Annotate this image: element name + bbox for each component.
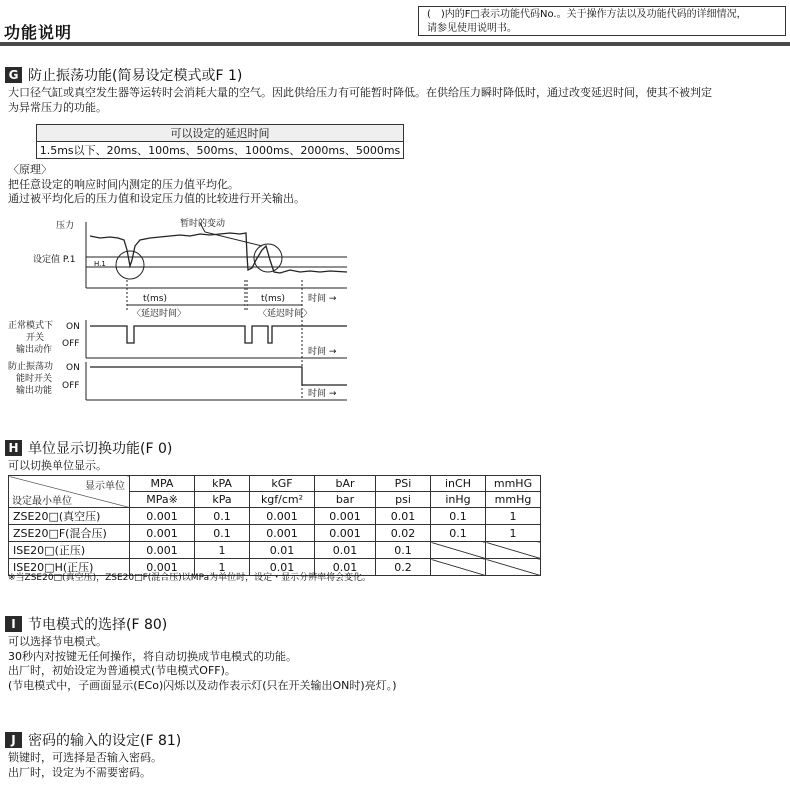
desc-line: 为异常压力的功能。 xyxy=(8,100,107,114)
setpoint-label: 设定值 P.1 xyxy=(33,255,76,265)
principle-line: 〈原理〉 xyxy=(8,163,52,176)
delay-table-values: 1.5ms以下、20ms、100ms、500ms、1000ms、2000ms、5000ms xyxy=(37,142,404,159)
section-badge: H xyxy=(5,440,22,456)
corner-bottom: 设定最小单位 xyxy=(12,495,72,507)
corner-top: 显示单位 xyxy=(85,480,125,492)
code-cell: PSi xyxy=(376,476,431,492)
body-line: 出厂时，初始设定为普通模式(节电模式OFF)。 xyxy=(8,664,236,678)
body-line: (节电模式中，子画面显示(ECo)闪烁以及动作表示灯(只在开关输出ON时)亮灯。) xyxy=(8,678,397,692)
value-cell: 0.001 xyxy=(130,559,195,576)
unit-cell: kgf/cm² xyxy=(250,492,315,508)
time-label: 时间 → xyxy=(308,389,337,399)
unit-cell: mmHg xyxy=(486,492,541,508)
value-cell: 0.1 xyxy=(376,542,431,559)
on-label: ON xyxy=(66,322,80,332)
section-i-body xyxy=(8,635,397,693)
section-badge: G xyxy=(5,67,22,83)
timing-diagram xyxy=(0,210,360,410)
unit-cell: psi xyxy=(376,492,431,508)
anti-mode-label: 防止振荡功 xyxy=(8,362,54,372)
body-line: 可以选择节电模式。 xyxy=(8,635,107,648)
normal-output-wave xyxy=(90,326,347,343)
na-cell xyxy=(431,542,486,559)
principle xyxy=(8,163,305,207)
value-cell: 0.01 xyxy=(315,559,376,576)
table-row xyxy=(9,542,541,559)
value-cell: 0.2 xyxy=(376,559,431,576)
row-label: ISE20□H(正压) xyxy=(9,559,130,576)
t-label: t(ms) xyxy=(143,294,168,304)
row-label: ISE20□(正压) xyxy=(9,542,130,559)
value-cell: 0.01 xyxy=(250,559,315,576)
delay-table-header: 可以设定的延迟时间 xyxy=(37,125,404,142)
value-cell: 0.1 xyxy=(431,525,486,542)
value-cell: 1 xyxy=(486,525,541,542)
anti-mode-label: 能时开关 xyxy=(16,374,53,384)
code-cell: kPA xyxy=(195,476,250,492)
delay-label: 〈延迟时间〉 xyxy=(132,309,187,319)
on-label: ON xyxy=(66,363,80,373)
note-line: ( )内的F□表示功能代码No.。关于操作方法以及功能代码的详细情况， xyxy=(427,9,747,20)
section-i-heading xyxy=(5,614,167,634)
normal-mode-label: 输出动作 xyxy=(16,345,53,355)
anti-mode-label: 输出功能 xyxy=(16,386,53,396)
temp-change-label: 暂时的变动 xyxy=(180,219,226,229)
anti-output-wave xyxy=(90,367,347,385)
value-cell: 1 xyxy=(486,508,541,525)
table-row xyxy=(9,508,541,525)
normal-mode-label: 正常模式下 xyxy=(8,321,54,331)
pressure-label: 压力 xyxy=(56,221,75,231)
value-cell: 0.01 xyxy=(376,508,431,525)
desc-line: 大口径气缸或真空发生器等运转时会消耗大量的空气。因此供给压力有可能暂时降低。在供给压力瞬时降低时，通过改变延迟时间，使其不被判定 xyxy=(8,86,712,99)
row-label: ZSE20□(真空压) xyxy=(9,508,130,525)
section-h-heading xyxy=(5,438,172,458)
code-cell: kGF xyxy=(250,476,315,492)
code-cell: MPA xyxy=(130,476,195,492)
normal-mode-label: 开关 xyxy=(26,333,45,343)
note-line: 请参见使用说明书。 xyxy=(427,23,517,34)
hys-label: H.1 xyxy=(94,260,106,268)
unit-table xyxy=(8,475,541,576)
section-j-heading xyxy=(5,730,181,750)
section-g-heading xyxy=(5,65,242,85)
title-rule xyxy=(0,42,790,46)
code-cell: mmHG xyxy=(486,476,541,492)
value-cell: 0.01 xyxy=(250,542,315,559)
section-h-desc: 可以切换单位显示。 xyxy=(8,459,107,472)
unit-cell: MPa※ xyxy=(130,492,195,508)
value-cell: 0.1 xyxy=(195,508,250,525)
value-cell: 0.001 xyxy=(250,525,315,542)
unit-cell: kPa xyxy=(195,492,250,508)
section-j-body xyxy=(8,751,162,780)
delay-table xyxy=(36,124,404,159)
section-title: 防止振荡功能(简易设定模式或F 1) xyxy=(28,68,243,84)
section-badge: J xyxy=(5,732,22,748)
principle-line: 通过被平均化后的压力值和设定压力值的比较进行开关输出。 xyxy=(8,192,305,206)
value-cell: 0.1 xyxy=(195,525,250,542)
table-row xyxy=(9,525,541,542)
corner-cell xyxy=(9,476,130,508)
page-title: 功能说明 xyxy=(4,23,73,42)
off-label: OFF xyxy=(62,339,80,349)
section-title: 节电模式的选择(F 80) xyxy=(28,617,168,633)
na-cell xyxy=(431,559,486,576)
off-label: OFF xyxy=(62,381,80,391)
value-cell: 0.001 xyxy=(130,542,195,559)
principle-line: 把任意设定的响应时间内测定的压力值平均化。 xyxy=(8,177,239,191)
time-label: 时间 → xyxy=(308,347,337,357)
footnote: ※当ZSE20□(真空压)，ZSE20□F(混合压)以MPa为单位时，设定・显示分辨率将会变化。 xyxy=(8,573,372,583)
code-cell: bAr xyxy=(315,476,376,492)
value-cell: 0.01 xyxy=(315,542,376,559)
section-badge: I xyxy=(5,616,22,632)
time-label: 时间 → xyxy=(308,294,337,304)
value-cell: 0.001 xyxy=(130,508,195,525)
na-cell xyxy=(486,542,541,559)
code-cell: inCH xyxy=(431,476,486,492)
row-label: ZSE20□F(混合压) xyxy=(9,525,130,542)
note-box xyxy=(418,6,786,36)
spike-circle xyxy=(254,244,282,272)
value-cell: 0.001 xyxy=(250,508,315,525)
value-cell: 0.001 xyxy=(315,525,376,542)
value-cell: 0.001 xyxy=(130,525,195,542)
value-cell: 0.001 xyxy=(315,508,376,525)
na-cell xyxy=(486,559,541,576)
value-cell: 1 xyxy=(195,559,250,576)
value-cell: 0.1 xyxy=(431,508,486,525)
body-line: 出厂时，设定为不需要密码。 xyxy=(8,765,151,779)
t-label: t(ms) xyxy=(261,294,286,304)
section-g-desc xyxy=(8,86,788,115)
section-title: 单位显示切换功能(F 0) xyxy=(28,441,173,457)
callout-line xyxy=(205,232,262,246)
unit-cell: inHg xyxy=(431,492,486,508)
body-line: 30秒内对按键无任何操作，将自动切换成节电模式的功能。 xyxy=(8,649,297,663)
delay-label: 〈延迟时间〉 xyxy=(258,309,313,319)
value-cell: 0.02 xyxy=(376,525,431,542)
value-cell: 1 xyxy=(195,542,250,559)
section-title: 密码的输入的设定(F 81) xyxy=(28,733,182,749)
body-line: 锁键时，可选择是否输入密码。 xyxy=(8,751,162,764)
unit-cell: bar xyxy=(315,492,376,508)
